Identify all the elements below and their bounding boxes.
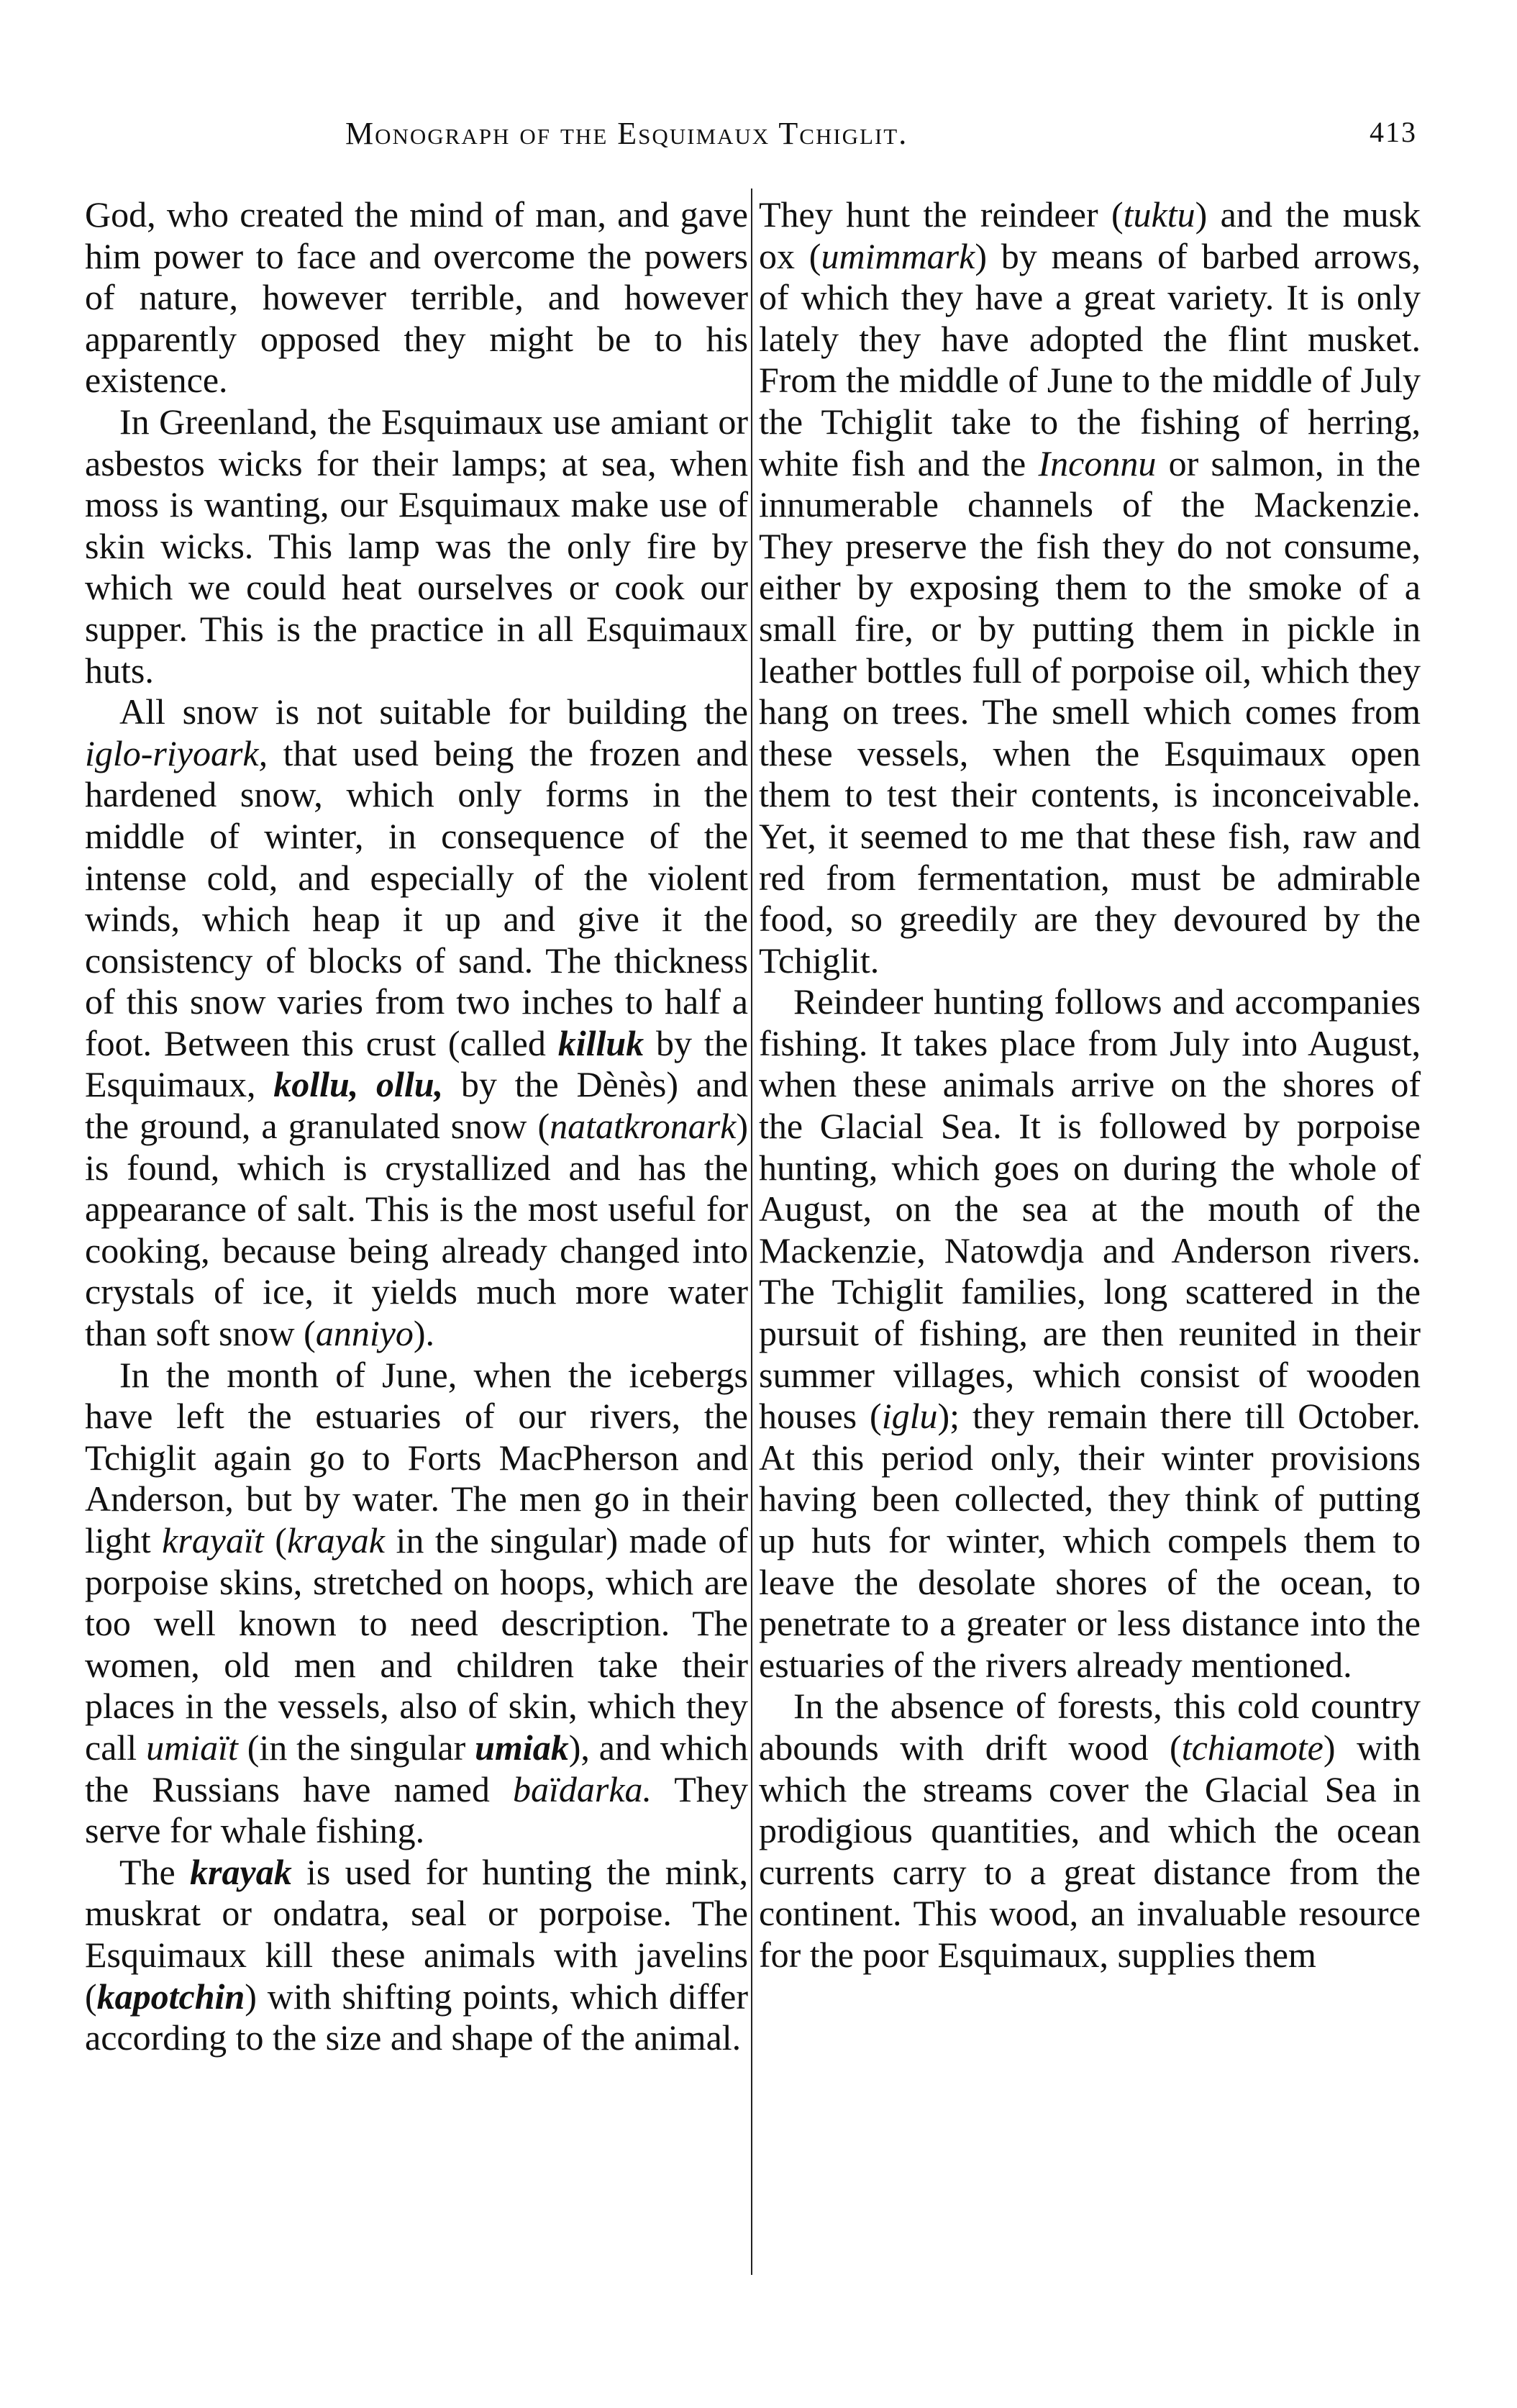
paragraph: Reindeer hunting follows and accompanies fishing. It takes place from July into August, when these animals arrive on the shores of the Glacial Sea. It is followed by porpoise hunting, which goes on during the whole of August, on the sea at the mouth of the Mackenzie, Natowdja and Anderson rivers. The Tchiglit families, long scattered in the pursuit of fishing, are then reunited in their summer villages, which consist of wooden houses (iglu); they remain there till October. At this period only, their winter provisions having been collected, they think of putting up huts for winter, which compels them to leave the desolate shores of the ocean, to penetrate to a greater or less distance into the estuaries of the rivers already mentioned. <box>759 981 1421 1685</box>
paragraph: All snow is not suitable for building the iglo-riyoark, that used being the frozen and hardened snow, which only forms in the middle of winter, in consequence of the intense cold, and especially of the violent winds, which heap it up and give it the consistency of blocks of sand. The thickness of this snow varies from two inches to half a foot. Between this crust (called killuk by the Esquimaux, kollu, ollu, by the Dènès) and the ground, a granulated snow (natatkronark) is found, which is crystallized and has the appearance of salt. This is the most useful for cooking, because being already changed into crystals of ice, it yields much more water than soft snow (anniyo). <box>85 691 748 1354</box>
right-column <box>759 194 1421 1976</box>
paragraph: They hunt the reindeer (tuktu) and the musk ox (umimmark) by means of barbed arrows, of which they have a great variety. It is only lately they have adopted the flint musket. From the middle of June to the middle of July the Tchiglit take to the fishing of herring, white fish and the Inconnu or salmon, in the innumerable channels of the Mackenzie. They preserve the fish they do not consume, either by exposing them to the smoke of a small fire, or by putting them in pickle in leather bottles full of porpoise oil, which they hang on trees. The smell which comes from these vessels, when the Esquimaux open them to test their contents, is inconceivable. Yet, it seemed to me that these fish, raw and red from fermentation, must be admirable food, so greedily are they devoured by the Tchiglit. <box>759 194 1421 981</box>
left-column <box>85 194 748 2059</box>
paragraph: The krayak is used for hunting the mink, muskrat or ondatra, seal or porpoise. The Esquimaux kill these animals with javelins (kapotchin) with shifting points, which differ according to the size and shape of the animal. <box>85 1851 749 2058</box>
paragraph: God, who created the mind of man, and gave him power to face and overcome the powers of nature, however terrible, and however apparently opposed they might be to his existence. <box>85 194 748 401</box>
column-divider <box>751 188 752 2275</box>
page-header <box>345 115 1417 158</box>
paragraph: In Greenland, the Esquimaux use amiant or asbestos wicks for their lamps; at sea, when moss is wanting, our Esquimaux make use of skin wicks. This lamp was the only fire by which we could heat ourselves or cook our supper. This is the practice in all Esquimaux huts. <box>85 401 748 691</box>
running-title: Monograph of the Esquimaux Tchiglit. <box>345 116 908 151</box>
paragraph: In the month of June, when the icebergs have left the estuaries of our rivers, the Tchiglit again go to Forts MacPherson and Anderson, but by water. The men go in their light krayaït (krayak in the singular) made of porpoise skins, stretched on hoops, which are too well known to need description. The women, old men and children take their places in the vessels, also of skin, which they call umiaït (in the singular umiak), and which the Russians have named baïdarka. They serve for whale fishing. <box>85 1354 749 1851</box>
paragraph: In the absence of forests, this cold country abounds with drift wood (tchiamote) with which the streams cover the Glacial Sea in prodigious quantities, and which the ocean currents carry to a great distance from the continent. This wood, an invaluable resource for the poor Esquimaux, supplies them <box>759 1686 1421 1975</box>
page-number: 413 <box>1370 116 1417 148</box>
